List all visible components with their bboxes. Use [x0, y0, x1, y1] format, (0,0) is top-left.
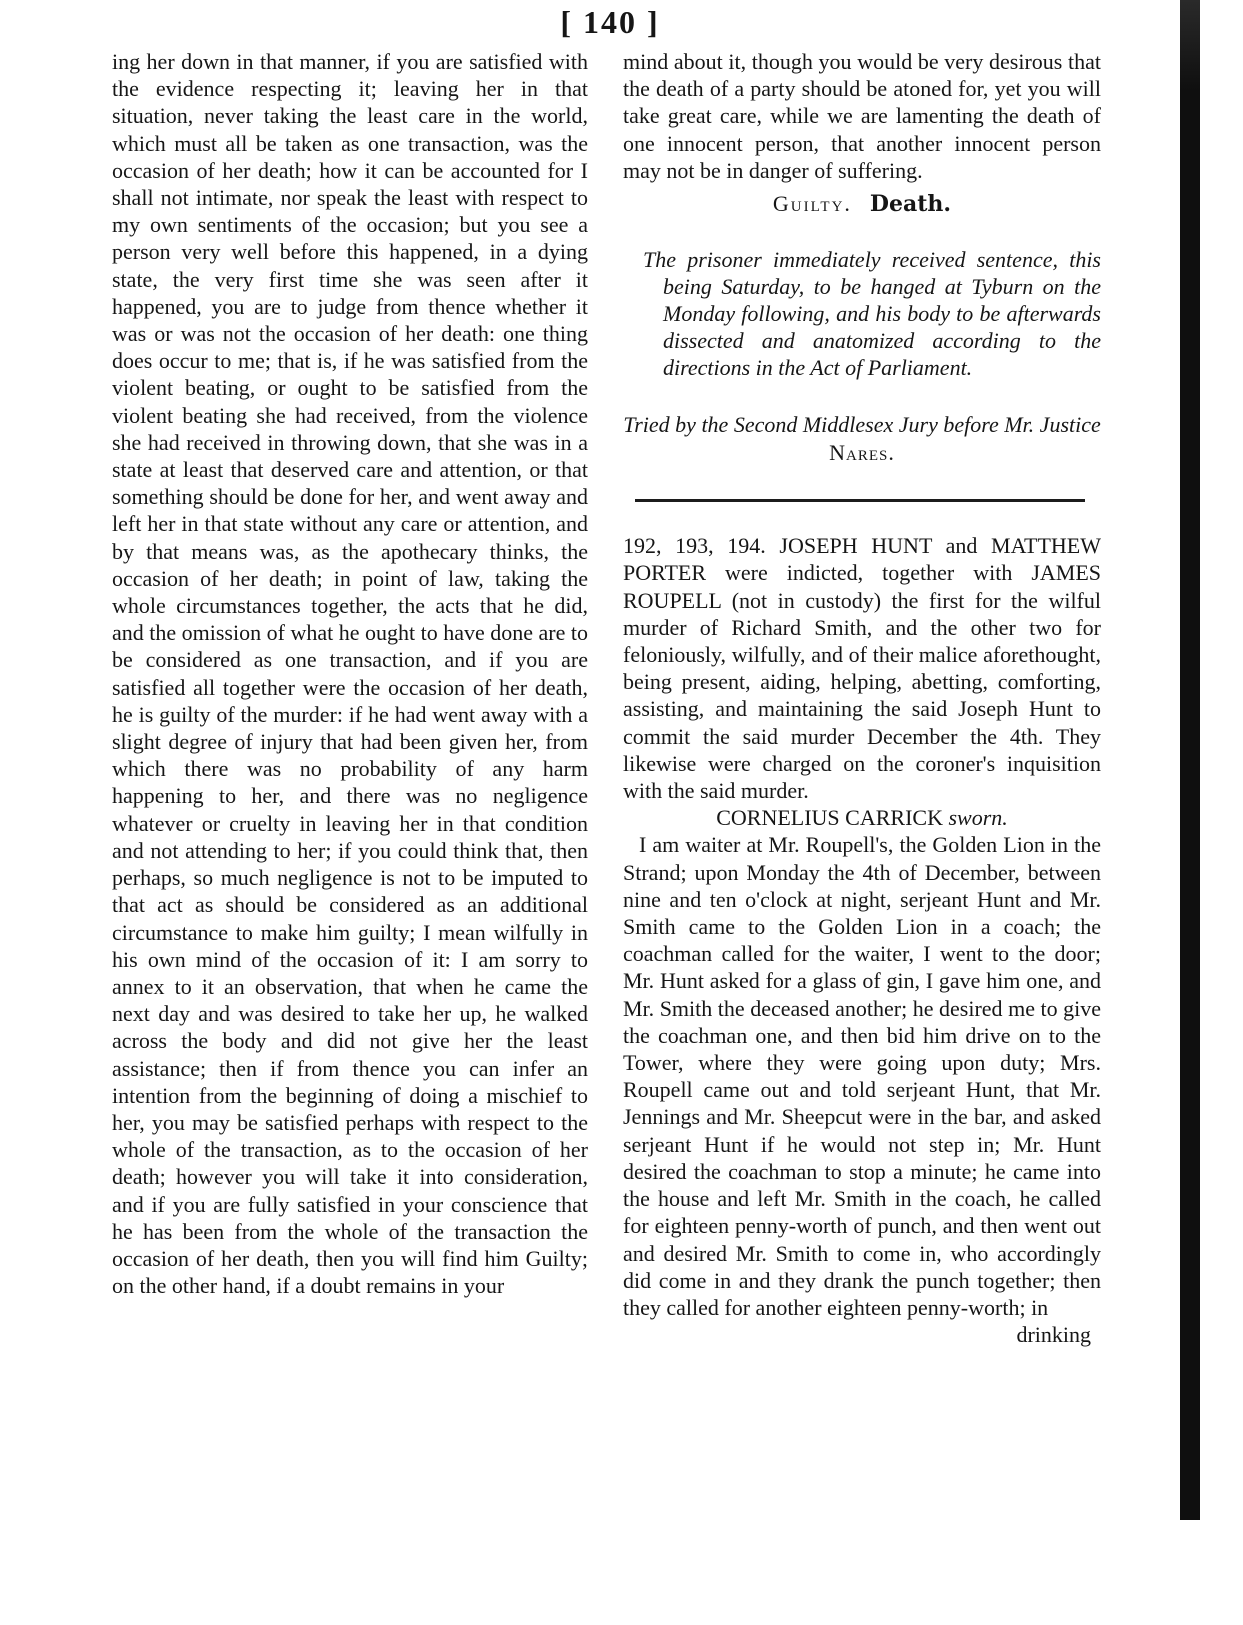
page-edge-shadow — [1180, 0, 1200, 1520]
charge-continuation-text: mind about it, though you would be very desirous that the death of a party should be atoned for, yet you will take great care, while we are lamenting the death of one innocent person, that another innocent person may not be in danger of suffering. — [623, 49, 1101, 183]
catchword: drinking — [1016, 1322, 1091, 1348]
sentence-text: The prisoner immediately received sentence, this being Saturday, to be hanged at Tyburn on the Monday following, and his body to be afterwards dissected and anatomized according to the directions in the Act of Parliament. — [643, 247, 1101, 381]
tried-by-text: Tried by the Second Middlesex Jury before Mr. Justice — [623, 412, 1101, 438]
case-intro-text: 192, 193, 194. JOSEPH HUNT and MATTHEW PORTER were indicted, together with JAMES ROUPELL (not in custody) the first for the wilful murder of Richard Smith, and the other two for feloniously, wilfully, and of their malice aforethought, being present, aiding, helping, abetting, comforting, assisting, and maintaining the said Joseph Hunt to commit the said murder December the 4th. They likewise were charged on the coroner's inquisition with the said murder. — [623, 533, 1101, 804]
charge-to-jury-text: ing her down in that manner, if you are satisfied with the evidence respecting it; leaving her in that situation, never taking the least care in the world, which must all be taken as one transaction, was the occasion of her death; how it can be accounted for I shall not intimate, nor speak the least with respect to my own sentiments of the occasion; but you see a person very well before this happened, in a dying state, the very first time she was seen after it happened, you are to judge from thence whether it was or was not the occasion of her death: one thing does occur to me; that is, if he was satisfied from the violent beating, or ought to be satisfied from the violent beating she had received, from the violence she had received in throwing down, that she was in a state at least that deserved care and attention, or that something should be done for her, and went away and left her in that state without any care or attention, and by that means was, as the apothecary thinks, the occasion of her death; in point of law, taking the whole circumstances together, the acts that he did, and the omission of what he ought to have done are to be considered as one transaction, and if you are satisfied all together were the occasion of her death, he is guilty of the murder: if he had went away with a slight degree of injury that had been given her, from which there was no probability of any harm happening to her, and there was no negligence whatever or cruelty in leaving her in that condition and not attending to her; if you could think that, then perhaps, so much negligence is not to be imputed to that act as should be considered as an additional circumstance to make him guilty; I mean wilfully in his own mind of the occasion of it: I am sorry to annex to it an observation, that when he came the next day and was desired to take her up, he walked across the body and did not give her the least assistance; then if from thence you can infer an intention from the beginning of doing a mischief to her, you may be satisfied perhaps with respect to the whole of the transaction, as to the occasion of her death; however you will take it into consideration, and if you are fully satisfied in your conscience that he has been from the whole of the transaction the occasion of her death, then you will find him Guilty; on the other hand, if a doubt remains in your — [112, 49, 588, 1299]
section-divider — [635, 499, 1085, 502]
tried-by-line — [623, 411, 1101, 467]
judge-name: Nares. — [829, 440, 895, 466]
left-column — [112, 48, 588, 1299]
witness-heading — [623, 804, 1101, 831]
verdict-line — [623, 190, 1101, 218]
witness-name: CORNELIUS CARRICK — [716, 805, 943, 831]
testimony-text: I am waiter at Mr. Roupell's, the Golden Lion in the Strand; upon Monday the 4th of December, between nine and ten o'clock at night, serjeant Hunt and Mr. Smith came to the Golden Lion in a coach; the coachman called for the waiter, I went to the door; Mr. Hunt asked for a glass of gin, I gave him one, and Mr. Smith the deceased another; he desired me to give the coachman one, and then bid him drive on to the Tower, where they were going upon duty; Mrs. Roupell came out and told serjeant Hunt, that Mr. Jennings and Mr. Sheepcut were in the bar, and asked serjeant Hunt if he would not step in; Mr. Hunt desired the coachman to stop a minute; he came into the house and left Mr. Smith in the coach, he called for eighteen penny-worth of punch, and then went out and desired Mr. Smith to come in, who accordingly did come in and they drank the punch together; then they called for another eighteen penny-worth; in — [623, 832, 1101, 1320]
page-edge-shadow-top — [1180, 0, 1200, 90]
page-number: [ 140 ] — [560, 4, 660, 40]
witness-sworn: sworn. — [948, 805, 1008, 831]
verdict-death: Death. — [869, 191, 952, 218]
right-column — [623, 48, 1101, 1348]
verdict-guilty: Guilty. — [772, 191, 852, 217]
